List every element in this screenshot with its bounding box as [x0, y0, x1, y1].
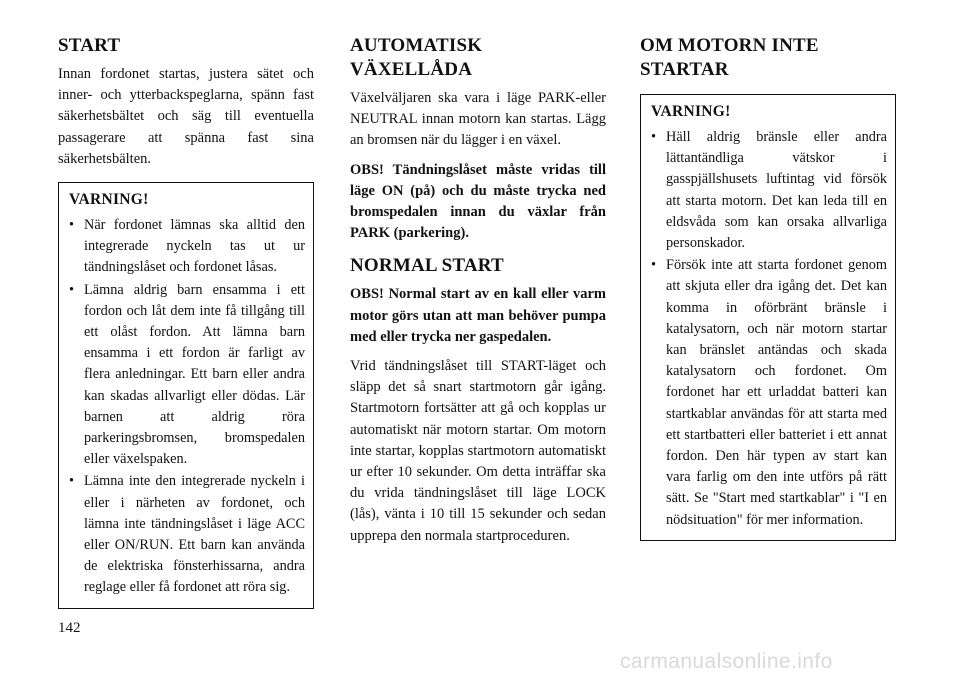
obs-normal-start-note: OBS! Normal start av en kall eller varm motor görs utan att man behöver pumpa med eller trycka ner gaspedalen. [350, 286, 606, 345]
heading-start: START [58, 35, 121, 56]
page-number: 142 [58, 620, 81, 636]
bullet-icon: • [69, 473, 75, 490]
bullet-icon: • [651, 257, 657, 274]
warning-list [651, 127, 887, 531]
heading-normal-start: NORMAL START [350, 255, 504, 277]
column-start [58, 34, 314, 609]
warning-item: • Försök inte att starta fordonet genom att skjuta eller dra igång det. Det kan komma in oförbränt bränsle i katalysatorn, och när motorn startar kan bränslet antändas och skada katalysatorn och fordonet. Om fordonet har ett urladdat batteri kan startkablar användas för att starta med ett startbatteri eller batteriet i ett annat fordon. Den här typen av start kan vara farlig om den inte utförs på rätt sätt. Se "Start med startkablar" i "I en nödsituation" för mer information. [651, 257, 887, 528]
warning-item: • Lämna inte den integrerade nyckeln i eller i närheten av fordonet, och lämna inte tändningslåset i läge ACC eller ON/RUN. Ett barn kan använda de elektriska fönsterhissarna, andra reglage eller få fordonet att röra sig. [69, 473, 305, 596]
warning-list [69, 215, 305, 599]
heading-automatic-transmission: AUTOMATISK VÄXELLÅDA [350, 35, 483, 80]
warning-title: VARNING! [651, 103, 731, 120]
warning-item: • När fordonet lämnas ska alltid den integrerade nyckeln tas ut ur tändningslåset och fordonet låsas. [69, 217, 305, 276]
watermark: carmanualsonline.info [620, 650, 833, 673]
bullet-icon: • [651, 129, 657, 145]
transmission-intro: Växelväljaren ska vara i läge PARK-eller NEUTRAL innan motorn kan startas. Lägg an bromsen när du lägger i en växel. [350, 90, 606, 149]
bullet-icon: • [69, 281, 75, 298]
obs-ignition-note: OBS! Tändningslåset måste vridas till läge ON (på) och du måste trycka ned bromspedalen innan du växlar från PARK (parkering). [350, 161, 606, 242]
warning-item: • Häll aldrig bränsle eller andra lättantändliga vätskor i gasspjällshusets luftintag vid försök att starta motorn. Det kan leda till en eldsvåda som kan orsaka allvarliga personskador. [651, 129, 887, 252]
warning-title: VARNING! [69, 191, 149, 209]
normal-start-body: Vrid tändningslåset till START-läget och släpp det så snart startmotorn går igång. Startmotorn fortsätter att gå och kopplas ur automatiskt när motorn startar. Om motorn inte startar, kopplas startmotorn automatiskt ur efter 10 sekunder. Om detta inträffar ska du vrida tändningslåset till läge LOCK (lås), vänta i 10 till 15 sekunder och sedan upprepa den normala startproceduren. [350, 358, 606, 544]
column-automatic-transmission [350, 34, 606, 555]
heading-engine-fails: OM MOTORN INTE STARTAR [640, 35, 819, 80]
start-intro: Innan fordonet startas, justera sätet och inner- och ytterbackspeglarna, spänn fast säkerhetsbältet och säg till eventuella passagerare att spänna fast sina säkerhetsbälten. [58, 66, 314, 167]
warning-box-engine [640, 94, 896, 541]
warning-box-start [58, 182, 314, 609]
bullet-icon: • [69, 217, 75, 234]
column-engine-fails [640, 34, 896, 541]
warning-item: • Lämna aldrig barn ensamma i ett fordon och låt dem inte få tillgång till ett olåst fordon. Att lämna barn ensamma i ett fordon är farligt av flera anledningar. Ett barn eller andra kan skadas allvarligt eller dödas. Lär barnen att aldrig röra parkeringsbromsen, bromspedalen eller växelspaken. [69, 281, 305, 468]
